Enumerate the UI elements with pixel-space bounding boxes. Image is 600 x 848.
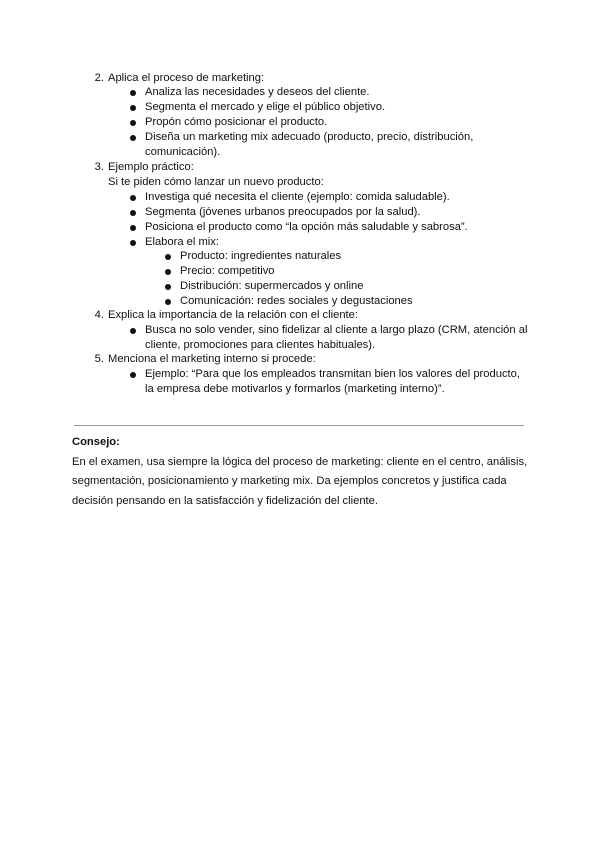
bullet-dot	[130, 240, 136, 246]
bullet-dot	[130, 120, 136, 126]
list-item: Investiga qué necesita el cliente (ejemplo: comida saludable).	[145, 191, 450, 203]
bullet-dot	[130, 135, 136, 141]
bullet-dot	[130, 225, 136, 231]
item-title: Menciona el marketing interno si procede:	[108, 353, 316, 365]
item-number: 2.	[94, 72, 104, 84]
item-title: Ejemplo práctico:	[108, 161, 194, 173]
sub-list-item: Distribución: supermercados y online	[180, 280, 364, 292]
list-item: Elabora el mix:	[145, 236, 219, 248]
list-item-continuation: la empresa debe motivarlos y formarlos (marketing interno)”.	[145, 383, 445, 395]
consejo-heading: Consejo:	[72, 436, 120, 448]
sub-list-item: Producto: ingredientes naturales	[180, 250, 342, 262]
item-number: 4.	[94, 309, 104, 321]
item-number: 5.	[94, 353, 104, 365]
consejo-text-line: En el examen, usa siempre la lógica del proceso de marketing: cliente en el centro, análisis,	[72, 456, 528, 468]
item-title: Explica la importancia de la relación con el cliente:	[108, 309, 358, 321]
list-item: Busca no solo vender, sino fidelizar al cliente a largo plazo (CRM, atención al	[145, 324, 528, 336]
bullet-dot	[130, 195, 136, 201]
sub-bullet-dot	[165, 269, 171, 275]
bullet-dot	[130, 328, 136, 334]
sub-bullet-dot	[165, 284, 171, 290]
list-item-continuation: comunicación).	[145, 146, 221, 158]
list-item-continuation: cliente, promociones para clientes habituales).	[145, 339, 376, 351]
list-item: Ejemplo: “Para que los empleados transmitan bien los valores del producto,	[145, 368, 520, 380]
horizontal-divider	[74, 425, 524, 426]
list-item: Segmenta el mercado y elige el público objetivo.	[145, 101, 386, 113]
sub-bullet-dot	[165, 299, 171, 305]
item-number: 3.	[94, 161, 104, 173]
sub-list-item: Comunicación: redes sociales y degustaciones	[180, 295, 413, 307]
item-subtitle: Si te piden cómo lanzar un nuevo producto:	[108, 176, 324, 188]
bullet-dot	[130, 372, 136, 378]
bullet-dot	[130, 90, 136, 96]
list-item: Analiza las necesidades y deseos del cliente.	[145, 86, 370, 98]
consejo-text-line: decisión pensando en la satisfacción y fidelización del cliente.	[72, 495, 378, 507]
list-item: Posiciona el producto como “la opción más saludable y sabrosa”.	[145, 221, 468, 233]
bullet-dot	[130, 210, 136, 216]
sub-list-item: Precio: competitivo	[180, 265, 275, 277]
list-item: Propón cómo posicionar el producto.	[145, 116, 328, 128]
consejo-text-line: segmentación, posicionamiento y marketing mix. Da ejemplos concretos y justifica cada	[72, 475, 507, 487]
list-item: Diseña un marketing mix adecuado (producto, precio, distribución,	[145, 131, 474, 143]
bullet-dot	[130, 105, 136, 111]
sub-bullet-dot	[165, 254, 171, 260]
item-title: Aplica el proceso de marketing:	[108, 72, 265, 84]
list-item: Segmenta (jóvenes urbanos preocupados por la salud).	[145, 206, 421, 218]
